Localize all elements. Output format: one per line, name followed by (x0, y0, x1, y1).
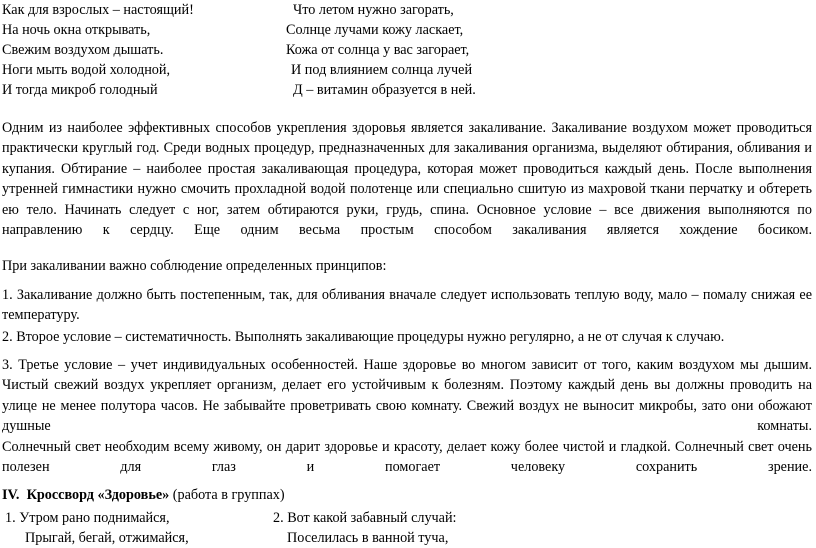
riddle-line: Поселилась в ванной туча, (287, 530, 449, 546)
principle-3: 3. Третье условие – учет индивидуальных особенностей. Наше здоровье во многом зависит от того, каким воздухом мы дышим. Чистый свежий воздух укрепляет организм, делает его устойчивым к болезням. Поэтому каждый день вы должны проводить на улице не менее полутора часов. Не забывайте проветривать свою комнату. Свежий воздух не выносит микробы, зато они обожают душные комнаты. (2, 357, 812, 435)
section-title: Кроссворд «Здоровье» (26, 487, 170, 503)
poem-right-line: И под влиянием солнца лучей (291, 62, 473, 78)
poem-right-line: Что летом нужно загорать, (293, 2, 454, 18)
section-number: IV. (2, 487, 20, 503)
riddle-line: 2. Вот какой забавный случай: (273, 510, 457, 526)
poem-right-line: Д – витамин образуется в ней. (293, 82, 476, 98)
poem-right-line: Солнце лучами кожу ласкает, (286, 22, 464, 38)
paragraph-hardening: Одним из наиболее эффективных способов укрепления здоровья является закаливание. Закаливание воздухом может проводиться практически круглый год. Среди водных процедур, предназначенных для закаливания организма, выделяют обтирания, обливания и купания. Обтирание – наиболее простая закаливающая процедура, которая может проводиться каждый день. После выполнения утренней гимнастики нужно смочить прохладной водой полотенце или специально сшитую из махровой ткани перчатку и обтереть ею тело. Начинать следует с ног, затем обтираются руки, грудь, спина. Основное условие – все движения выполняются по направлению к сердцу. Еще одним весьма простым способом закаливания является хождение босиком. (2, 120, 812, 239)
poem-left-line: На ночь окна открывать, (2, 22, 151, 38)
crossword-riddles (2, 508, 812, 548)
poem-left-line: Свежим воздухом дышать. (2, 42, 164, 58)
section-heading (2, 485, 285, 505)
principle-2: 2. Второе условие – систематичность. Выполнять закаливающие процедуры нужно регулярно, а не от случая к случаю. (2, 329, 725, 345)
riddle-line: Прыгай, бегай, отжимайся, (25, 530, 189, 546)
poem-block (2, 0, 812, 100)
poem-right-line: Кожа от солнца у вас загорает, (286, 42, 470, 58)
principle-1: 1. Закаливание должно быть постепенным, так, для обливания вначале следует использовать теплую воду, мало – помалу снижая ее температуру. (2, 287, 812, 324)
poem-left-line: Ноги мыть водой холодной, (2, 62, 171, 78)
paragraph-sunlight: Солнечный свет необходим всему живому, он дарит здоровье и красоту, делает кожу более чистой и гладкой. Солнечный свет очень полезен для глаз и помогает человеку сохранить зрение. (2, 439, 812, 476)
section-note: (работа в группах) (172, 487, 285, 503)
poem-left-line: Как для взрослых – настоящий! (2, 2, 194, 18)
poem-left-line: И тогда микроб голодный (2, 82, 158, 98)
principles-intro: При закаливании важно соблюдение определенных принципов: (2, 258, 387, 274)
riddle-line: 1. Утром рано поднимайся, (5, 510, 170, 526)
